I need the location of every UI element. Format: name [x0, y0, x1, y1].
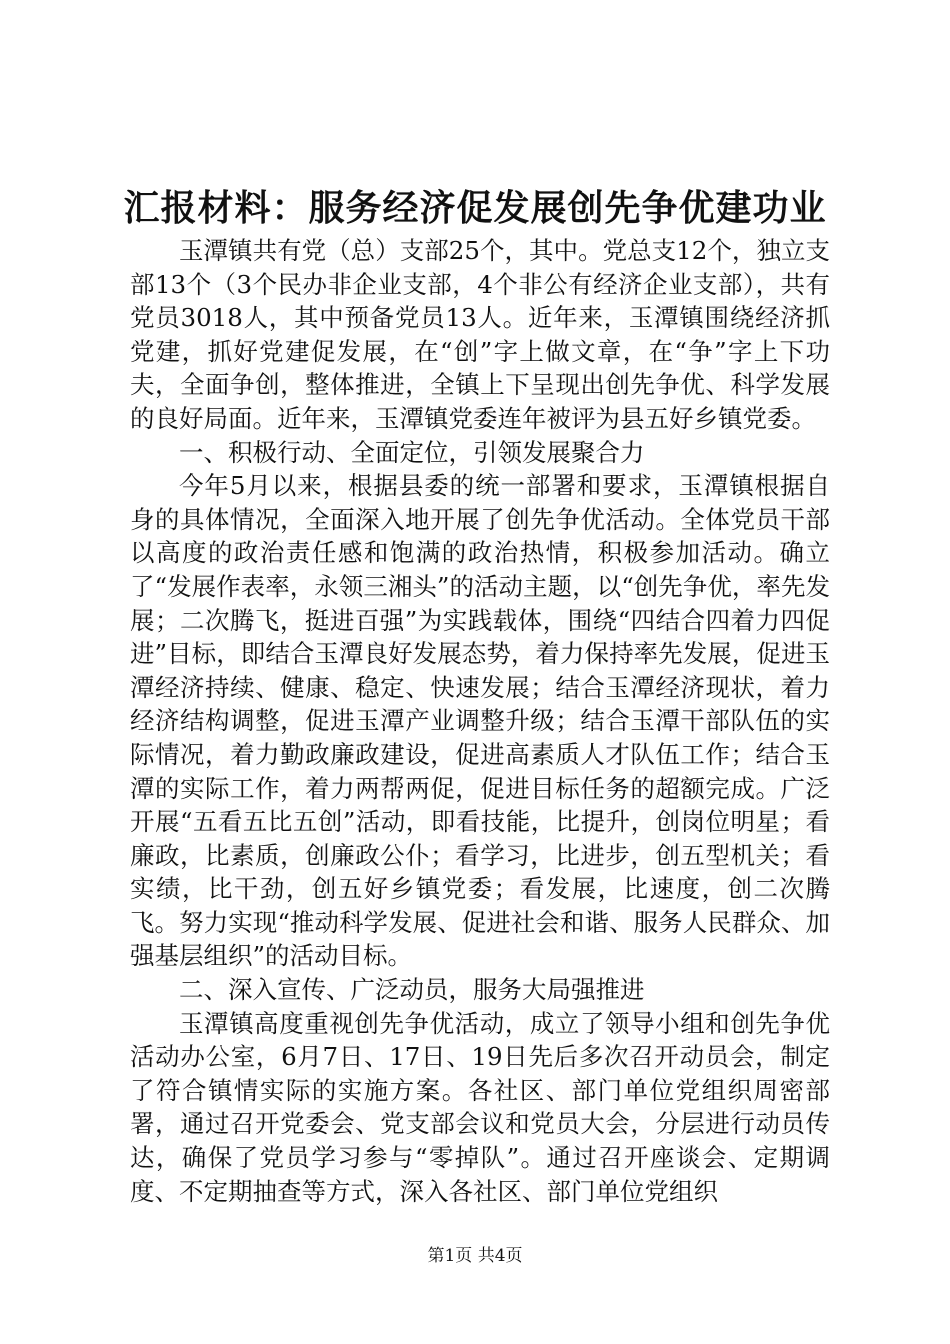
paragraph-section-2: 玉潭镇高度重视创先争优活动，成立了领导小组和创先争优活动办公室，6月7日、17日、19日先后多次召开动员会，制定了符合镇情实际的实施方案。各社区、部门单位党组织周密部署，通过召开党委会、党支部会议和党员大会，分层进行动员传达，确保了党员学习参与“零掉队”。通过召开座谈会、定期调度、不定期抽查等方式，深入各社区、部门单位党组织	[130, 1008, 830, 1206]
page-footer: 第1页 共4页	[427, 1246, 523, 1266]
section-heading-2: 二、深入宣传、广泛动员，服务大局强推进	[179, 975, 645, 1005]
paragraph-intro: 玉潭镇共有党（总）支部25个，其中。党总支12个，独立支部13个（3个民办非企业支部，4个非公有经济企业支部），共有党员3018人，其中预备党员13人。近年来，玉潭镇围绕经济抓党建，抓好党建促发展，在“创”字上做文章，在“争”字上下功夫，全面争创，整体推进，全镇上下呈现出创先争优、科学发展的良好局面。近年来，玉潭镇党委连年被评为县五好乡镇党委。	[130, 236, 830, 433]
paragraph-section-1: 今年5月以来，根据县委的统一部署和要求，玉潭镇根据自身的具体情况，全面深入地开展了创先争优活动。全体党员干部以高度的政治责任感和饱满的政治热情，积极参加活动。确立了“发展作表率，永领三湘头”的活动主题，以“创先争优，率先发展；二次腾飞，挺进百强”为实践载体，围绕“四结合四着力四促进”目标，即结合玉潭良好发展态势，着力保持率先发展，促进玉潭经济持续、健康、稳定、快速发展；结合玉潭经济现状，着力经济结构调整，促进玉潭产业调整升级；结合玉潭干部队伍的实际情况，着力勤政廉政建设，促进高素质人才队伍工作；结合玉潭的实际工作，着力两帮两促，促进目标任务的超额完成。广泛开展“五看五比五创”活动，即看技能，比提升，创岗位明星；看廉政，比素质，创廉政公仆；看学习，比进步，创五型机关；看实绩，比干劲，创五好乡镇党委；看发展，比速度，创二次腾飞。努力实现“推动科学发展、促进社会和谐、服务人民群众、加强基层组织”的活动目标。	[130, 471, 830, 971]
document-body	[130, 234, 830, 1208]
document-title: 汇报材料：服务经济促发展创先争优建功业	[123, 187, 827, 229]
section-heading-1: 一、积极行动、全面定位，引领发展聚合力	[179, 437, 645, 467]
